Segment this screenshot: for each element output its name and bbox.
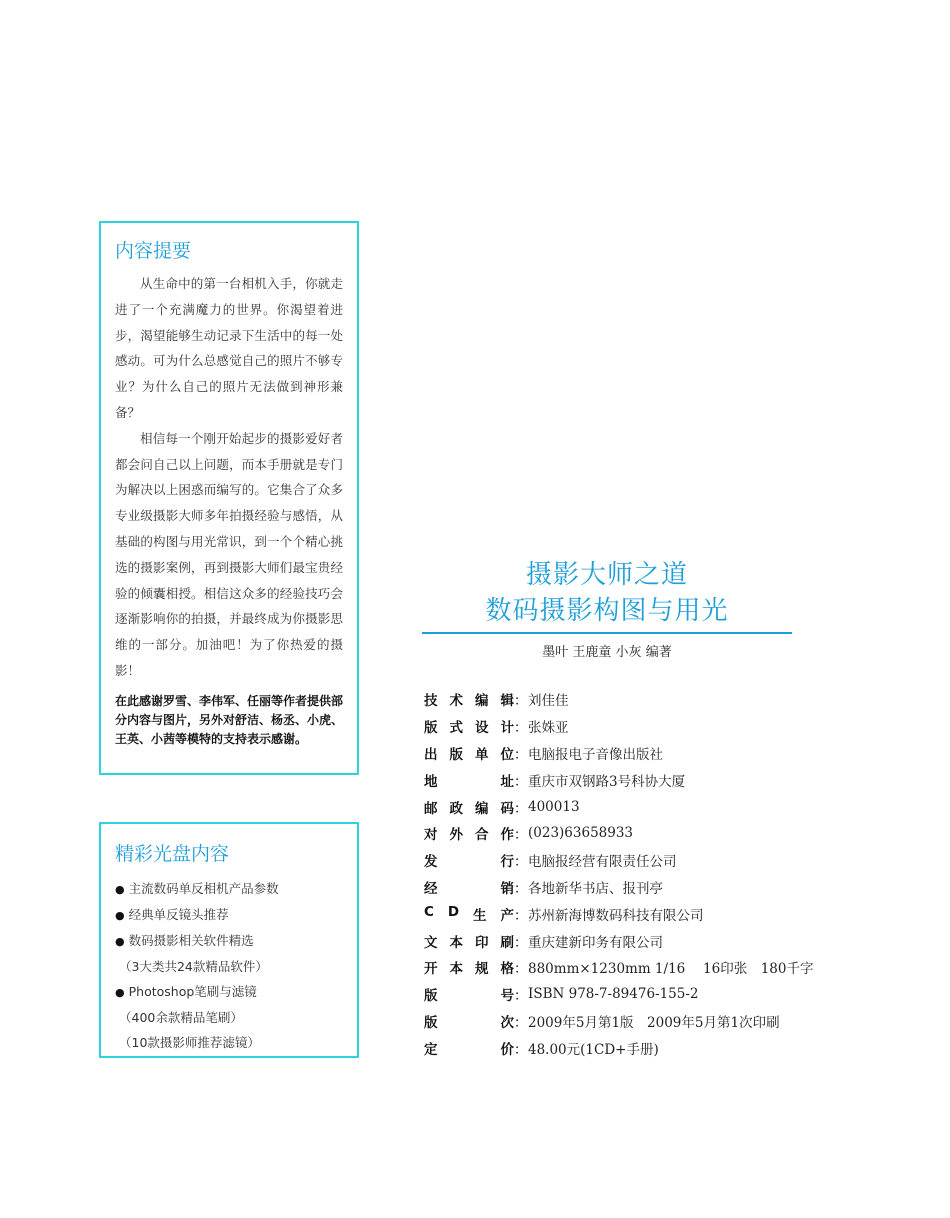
colophon-colon: ： (514, 693, 528, 710)
book-title-block (422, 557, 792, 634)
colophon-label: 出 版 单 位 (424, 746, 514, 763)
bullet-icon: ● (115, 935, 125, 948)
colophon-label: C D 生 产 (424, 903, 514, 924)
book-title-line-1: 摄影大师之道 (525, 560, 688, 590)
colophon-value: 880mm×1230mm 1/16 16印张 180千字 (528, 961, 814, 978)
disc-item: ● 经典单反镜头推荐 (115, 907, 229, 922)
colophon-value: 重庆市双钢路3号科协大厦 (528, 773, 686, 790)
book-title-line-2: 数码摄影构图与用光 (485, 596, 729, 626)
bullet-icon: ● (115, 909, 125, 922)
colophon-label: 文 本 印 刷 (424, 934, 514, 951)
colophon-value: (023)63658933 (528, 825, 634, 842)
summary-paragraph-2: 相信每一个刚开始起步的摄影爱好者都会问自己以上问题，而本手册就是专门为解决以上困惑而编写的。它集合了众多专业级摄影大师多年拍摄经验与感悟，从基础的构图与用光常识，到一个个精心挑选的摄影案例，再到摄影大师们最宝贵经验的倾囊相授。相信这众多的经验技巧会逐渐影响你的拍摄，并最终成为你摄影思维的一部分。加油吧！为了你热爱的摄影！ (115, 430, 343, 678)
summary-box (99, 221, 359, 775)
disc-item: （3大类共24款精品软件） (119, 959, 268, 974)
colophon-colon: ： (514, 880, 528, 897)
colophon-row (424, 927, 904, 954)
colophon-colon: ： (514, 1041, 528, 1058)
colophon-colon: ： (514, 854, 528, 871)
disc-item: （400余款精品笔刷） (119, 1010, 243, 1025)
disc-title: 精彩光盘内容 (115, 843, 230, 865)
colophon-colon: ： (514, 800, 528, 817)
colophon-value: 400013 (528, 798, 580, 815)
colophon-row (424, 820, 904, 847)
disc-item: （10款摄影师推荐滤镜） (119, 1035, 260, 1050)
colophon-row (424, 793, 904, 820)
colophon-label: 发 行 (424, 854, 514, 871)
colophon-row (424, 713, 904, 740)
colophon-row (424, 686, 904, 713)
colophon-table (424, 686, 904, 1061)
colophon-row (424, 1008, 904, 1035)
colophon-row (424, 954, 904, 981)
colophon-label: 地 址 (424, 773, 514, 790)
colophon-label: 邮 政 编 码 (424, 800, 514, 817)
colophon-label: 对 外 合 作 (424, 827, 514, 844)
bullet-icon: ● (115, 986, 125, 999)
colophon-label: 版 式 设 计 (424, 720, 514, 737)
colophon-value: 2009年5月第1版 2009年5月第1次印刷 (528, 1014, 780, 1031)
colophon-colon: ： (514, 988, 528, 1005)
summary-title: 内容提要 (115, 240, 192, 262)
colophon-value: 电脑报经营有限责任公司 (528, 854, 677, 871)
colophon-label: 版 次 (424, 1014, 514, 1031)
colophon-label: 技 术 编 辑 (424, 693, 514, 710)
colophon-row (424, 981, 904, 1008)
summary-paragraph-1: 从生命中的第一台相机入手，你就走进了一个充满魔力的世界。你渴望着进步，渴望能够生动记录下生活中的每一处感动。可为什么总感觉自己的照片不够专业？为什么自己的照片无法做到神形兼备？ (115, 276, 343, 420)
colophon-value: 张姝亚 (528, 720, 569, 737)
colophon-value: 苏州新海博数码科技有限公司 (528, 907, 704, 924)
colophon-colon: ： (514, 773, 528, 790)
colophon-label: 经 销 (424, 880, 514, 897)
colophon-value: 电脑报电子音像出版社 (528, 746, 663, 763)
title-underline (422, 632, 792, 634)
disc-contents-box (99, 822, 359, 1058)
disc-list (115, 876, 343, 1055)
colophon-row (424, 900, 904, 927)
colophon-label: 定 价 (424, 1041, 514, 1058)
colophon-label: 开 本 规 格 (424, 961, 514, 978)
colophon-value: 48.00元(1CD+手册) (528, 1041, 659, 1058)
authors: 墨叶 王鹿童 小灰 编著 (542, 645, 672, 660)
colophon-colon: ： (514, 934, 528, 951)
disc-item: ● 数码摄影相关软件精选 (115, 933, 254, 948)
colophon-colon: ： (514, 827, 528, 844)
thanks-note: 在此感谢罗雪、李伟军、任丽等作者提供部分内容与图片，另外对舒洁、杨丞、小虎、王英、小茜等模特的支持表示感谢。 (115, 693, 344, 746)
colophon-value: ISBN 978-7-89476-155-2 (528, 986, 699, 1003)
colophon-value: 重庆建新印务有限公司 (528, 934, 663, 951)
colophon-row (424, 740, 904, 767)
colophon-row (424, 847, 904, 874)
colophon-row (424, 874, 904, 901)
colophon-colon: ： (514, 746, 528, 763)
colophon-row (424, 766, 904, 793)
colophon-value: 刘佳佳 (528, 693, 569, 710)
colophon-label: 版 号 (424, 988, 514, 1005)
disc-item: ● Photoshop笔刷与滤镜 (115, 984, 257, 999)
colophon-colon: ： (514, 1014, 528, 1031)
colophon-colon: ： (514, 907, 528, 924)
colophon-colon: ： (514, 961, 528, 978)
bullet-icon: ● (115, 883, 125, 896)
colophon-row (424, 1034, 904, 1061)
disc-item: ● 主流数码单反相机产品参数 (115, 881, 279, 896)
colophon-value: 各地新华书店、报刊亭 (528, 880, 663, 897)
colophon-colon: ： (514, 720, 528, 737)
